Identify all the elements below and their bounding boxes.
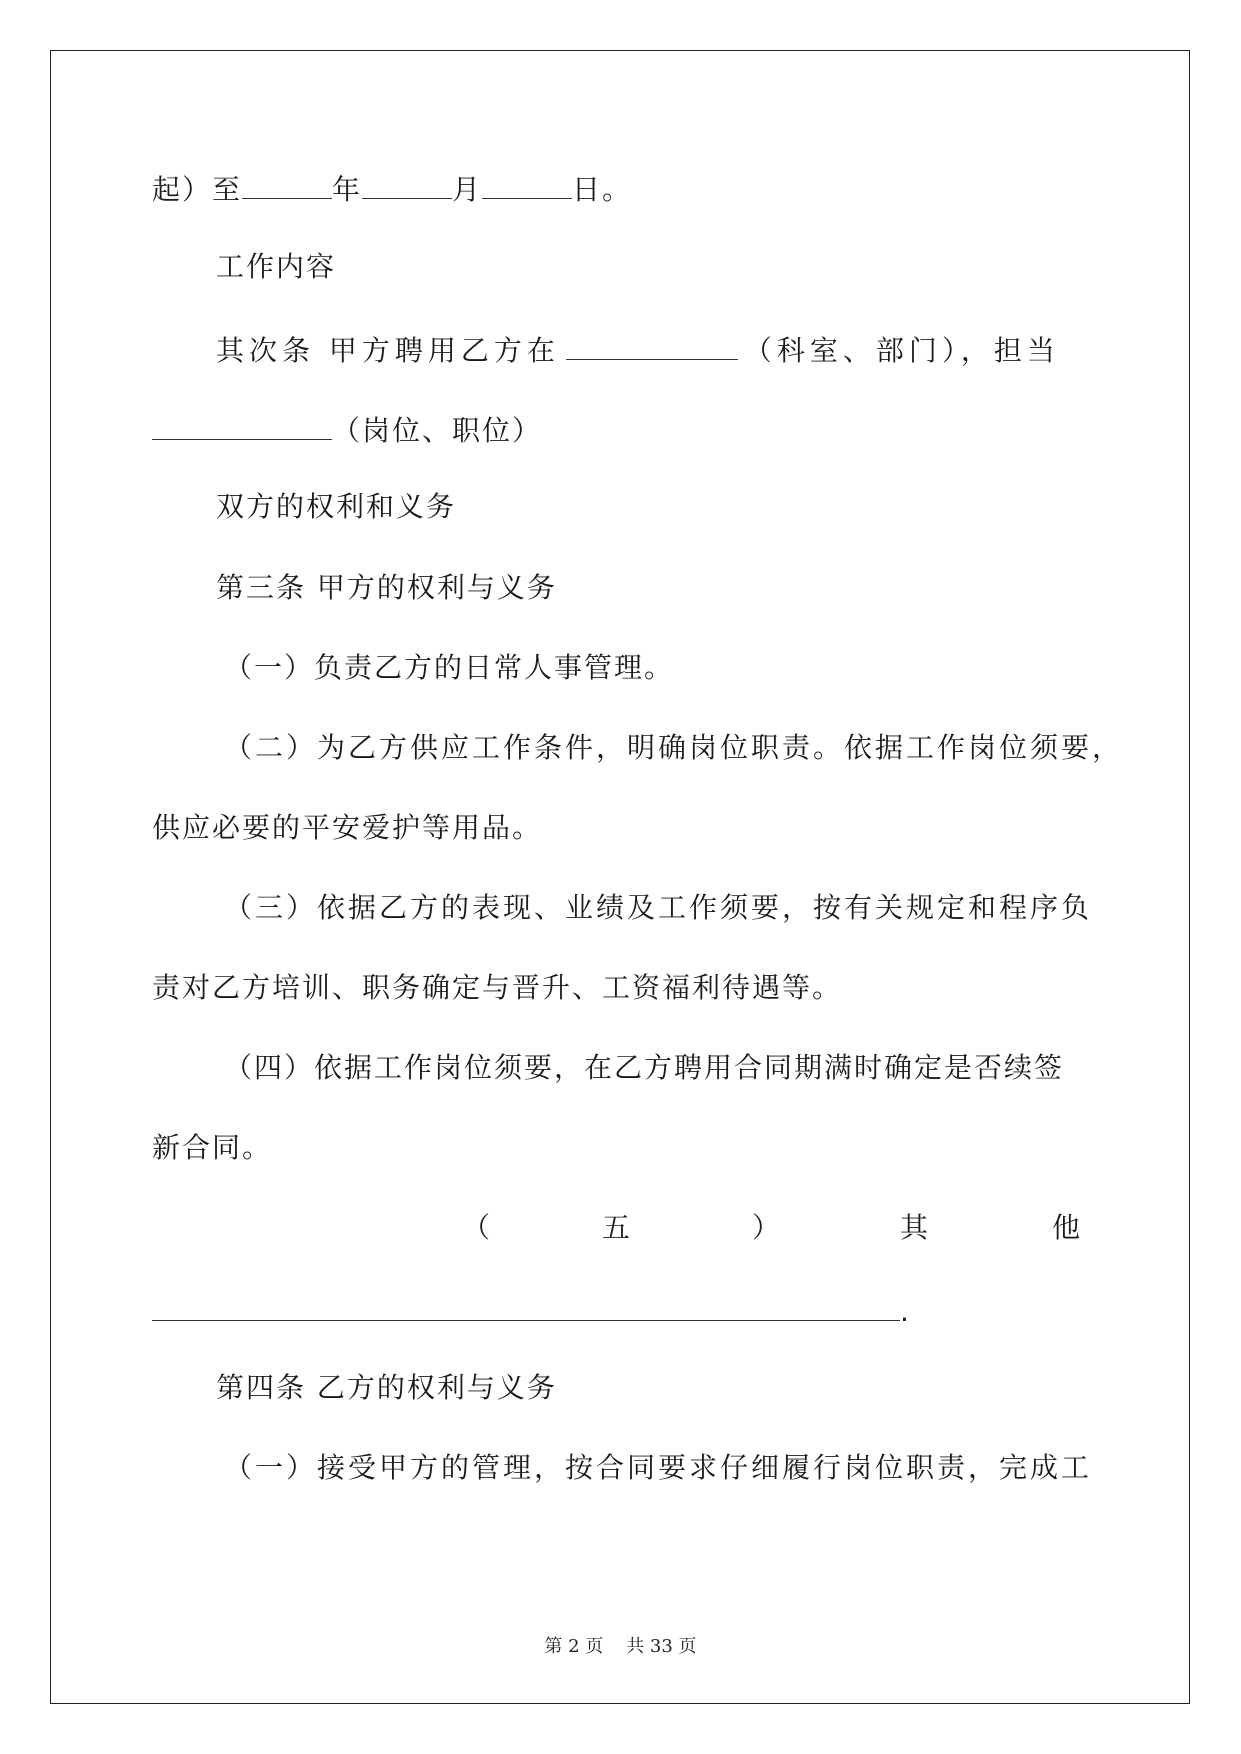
article-3-item-4: （四）依据工作岗位须要，在乙方聘用合同期满时确定是否续签 [224,1051,1065,1084]
day-blank [482,172,572,199]
position-blank [152,413,332,440]
item-5-close-paren: ） [752,1211,781,1244]
article-3-item-4-cont: 新合同。 [152,1131,273,1164]
date-prefix: 起）至 [152,173,243,206]
article-4-heading: 第四条 乙方的权利与义务 [216,1371,557,1404]
page-number-footer: 第 2 页 共 33 页 [544,1636,697,1657]
date-line [152,172,632,204]
other-terms-line [152,1294,911,1326]
department-blank [566,333,738,360]
article-3-heading: 第三条 甲方的权利与义务 [216,571,557,604]
other-terms-blank [152,1294,900,1321]
item-5-number: 五 [602,1211,631,1244]
article-3-item-2: （二）为乙方供应工作条件，明确岗位职责。依据工作岗位须要， [224,731,1124,764]
article-2-line [216,333,1060,365]
article-4-item-1: （一）接受甲方的管理，按合同要求仔细履行岗位职责，完成工 [224,1451,1093,1484]
position-line [152,413,542,445]
item-5-open-paren: （ [462,1211,491,1244]
day-label: 日。 [572,173,633,206]
year-label: 年 [332,173,363,206]
article-3-item-1: （一）负责乙方的日常人事管理。 [224,651,675,684]
other-terms-end: . [900,1295,911,1328]
section-heading-rights: 双方的权利和义务 [216,490,457,523]
article-3-item-3: （三）依据乙方的表现、业绩及工作须要，按有关规定和程序负 [224,891,1093,924]
article-3-item-3-cont: 责对乙方培训、职务确定与晋升、工资福利待遇等。 [152,971,843,1004]
position-suffix: （岗位、职位） [332,414,543,447]
article-3-item-2-cont: 供应必要的平安爱护等用品。 [152,811,543,844]
item-5-word-ta: 他 [1052,1211,1081,1244]
item-5-word-qi: 其 [900,1211,929,1244]
month-blank [362,172,452,199]
article-2-text: 其次条 甲方聘用乙方在 [216,334,560,367]
year-blank [242,172,332,199]
section-heading-work-content: 工作内容 [216,250,337,283]
month-label: 月 [452,173,483,206]
department-suffix: （科室、部门），担当 [743,334,1060,367]
